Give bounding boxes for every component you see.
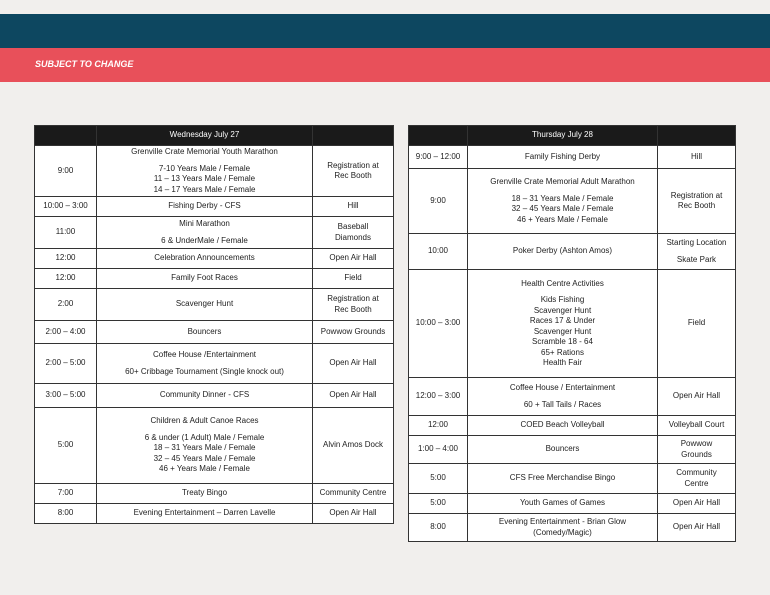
event-line: Health Fair [542,358,583,367]
table-row [35,289,394,321]
event-line: Children & Adult Canoe Races [150,416,259,426]
table-row [409,270,736,378]
location-line: Powwow [680,439,713,448]
location-line: Volleyball Court [668,420,725,430]
location-line: Open Air Hall [329,390,377,400]
event-line: Family Fishing Derby [524,151,601,161]
location-line: Open Air Hall [672,522,721,532]
event-line: 32 – 45 Years Male / Female [511,204,614,213]
event-line: 11 – 13 Years Male / Female [153,174,256,183]
event-line: 6 & UnderMale / Female [161,235,248,245]
event-line: Scavenger Hunt [533,305,592,315]
event-cell [97,289,313,321]
time-cell: 9:00 – 12:00 [409,146,468,169]
event-line: 32 – 45 Years Male / Female [153,453,256,463]
event-line: Bouncers [187,326,222,336]
table-row [35,146,394,197]
location-cell [658,169,736,234]
event-line: Celebration Announcements [154,253,255,263]
table-row [409,494,736,514]
location-cell [658,146,736,169]
table-row [409,416,736,436]
event-line: Coffee House / Entertainment [509,383,616,392]
time-cell: 10:00 [409,234,468,270]
event-line: Evening Entertainment – Darren Lavelle [133,508,276,518]
event-line: Evening Entertainment - Brian Glow [498,517,627,526]
location-cell [313,269,394,289]
table-row [35,197,394,217]
top-banner-bar [0,14,770,48]
event-cell [97,384,313,408]
header-location [658,126,736,146]
table-row [409,169,736,234]
event-line: 60+ Cribbage Tournament (Single knock out) [125,366,284,376]
location-cell [658,494,736,514]
location-line: Rec Booth [677,201,716,210]
location-cell [313,408,394,484]
location-cell [658,436,736,464]
event-line: 14 – 17 Years Male / Female [153,184,256,194]
header-day: Wednesday July 27 [97,126,313,146]
event-cell [97,197,313,217]
event-cell [468,169,658,234]
table-row [409,146,736,169]
location-cell [313,344,394,384]
notice-banner [0,48,770,82]
table-row [35,408,394,484]
location-cell [313,384,394,408]
location-cell [313,504,394,524]
event-line: Kids Fishing [540,295,585,304]
time-cell: 1:00 – 4:00 [409,436,468,464]
table-row [35,484,394,504]
event-line: Fishing Derby - CFS [168,201,241,211]
event-line: Grenville Crate Memorial Adult Marathon [490,177,635,186]
thursday-rows [409,146,736,542]
location-line: Grounds [681,449,712,459]
time-cell: 2:00 [35,289,97,321]
event-line: 46 + Years Male / Female [517,214,608,224]
location-cell [658,416,736,436]
location-line: Field [344,273,362,283]
event-cell [97,344,313,384]
time-cell: 5:00 [35,408,97,484]
table-row [409,378,736,416]
table-row [35,217,394,249]
location-line: Open Air Hall [672,391,721,401]
event-line: Treaty Bingo [181,488,228,498]
event-line: Grenville Crate Memorial Youth Marathon [131,147,278,156]
event-line: 6 & under (1 Adult) Male / Female [144,432,265,442]
event-line: Scavenger Hunt [533,326,592,336]
location-cell [658,464,736,494]
location-cell [658,270,736,378]
location-line: Community Centre [319,488,387,498]
location-cell [313,217,394,249]
event-line: 46 + Years Male / Female [159,464,250,474]
header-location [313,126,394,146]
event-cell [97,321,313,344]
location-cell [313,484,394,504]
subject-to-change-label: SUBJECT TO CHANGE [35,59,134,69]
event-cell [468,514,658,542]
event-cell [468,494,658,514]
header-day: Thursday July 28 [468,126,658,146]
time-cell: 10:00 – 3:00 [409,270,468,378]
time-cell: 8:00 [409,514,468,542]
wednesday-schedule-table [34,125,394,524]
location-line: Centre [684,478,709,488]
event-line: 18 – 31 Years Male / Female [511,193,614,203]
time-cell: 5:00 [409,464,468,494]
time-cell: 10:00 – 3:00 [35,197,97,217]
location-line: Field [687,318,706,328]
event-cell [468,436,658,464]
time-cell: 2:00 – 4:00 [35,321,97,344]
location-line: Community [676,468,717,477]
table-row [35,344,394,384]
table-row [409,464,736,494]
location-cell [313,197,394,217]
event-line: COED Beach Volleyball [520,420,605,430]
event-line: 18 – 31 Years Male / Female [153,443,256,453]
location-cell [658,234,736,270]
location-line: Starting Location [666,238,727,247]
table-header-row [35,126,394,146]
event-cell [97,504,313,524]
location-line: Skate Park [676,254,717,264]
location-line: Rec Booth [334,304,372,314]
event-cell [97,249,313,269]
event-cell [468,378,658,416]
event-line: Races 17 & Under [529,316,596,325]
location-line: Alvin Amos Dock [322,440,384,450]
location-cell [658,514,736,542]
header-time [409,126,468,146]
location-line: Open Air Hall [329,358,377,368]
event-line: 7-10 Years Male / Female [158,163,251,173]
time-cell: 2:00 – 5:00 [35,344,97,384]
location-line: Rec Booth [334,171,372,180]
event-cell [97,146,313,197]
time-cell: 12:00 – 3:00 [409,378,468,416]
thursday-schedule-table [408,125,736,542]
event-cell [468,464,658,494]
location-line: Diamonds [334,232,371,242]
event-cell [97,217,313,249]
location-line: Powwow Grounds [320,326,386,336]
location-line: Open Air Hall [329,253,377,263]
location-cell [658,378,736,416]
event-cell [97,408,313,484]
event-line: Health Centre Activities [521,278,604,288]
event-line: Youth Games of Games [519,498,606,508]
table-row [35,269,394,289]
time-cell: 12:00 [409,416,468,436]
event-line: 65+ Rations [541,347,584,357]
event-line: Community Dinner - CFS [159,390,250,400]
location-cell [313,289,394,321]
event-line: Family Foot Races [171,273,238,283]
event-line: Mini Marathon [179,219,230,228]
time-cell: 12:00 [35,249,97,269]
time-cell: 8:00 [35,504,97,524]
location-line: Hill [347,201,359,211]
location-line: Registration at [670,190,723,200]
location-cell [313,249,394,269]
event-line: Coffee House /Entertainment [152,350,257,359]
event-line: Bouncers [545,444,580,454]
event-cell [97,269,313,289]
table-row [35,504,394,524]
event-line: 60 + Tall Tails / Races [523,399,602,409]
table-row [409,436,736,464]
table-row [409,514,736,542]
time-cell: 7:00 [35,484,97,504]
time-cell: 9:00 [35,146,97,197]
location-line: Baseball [337,222,369,231]
table-row [35,321,394,344]
location-line: Open Air Hall [329,508,377,518]
location-cell [313,146,394,197]
event-line: (Comedy/Magic) [533,527,592,537]
event-line: CFS Free Merchandise Bingo [509,473,616,483]
time-cell: 3:00 – 5:00 [35,384,97,408]
event-cell [97,484,313,504]
location-line: Open Air Hall [672,498,721,508]
table-row [35,384,394,408]
location-cell [313,321,394,344]
event-line: Poker Derby (Ashton Amos) [512,246,613,256]
event-line: Scavenger Hunt [175,299,234,309]
wednesday-rows [35,146,394,524]
header-time [35,126,97,146]
event-cell [468,234,658,270]
table-row [409,234,736,270]
event-cell [468,416,658,436]
time-cell: 12:00 [35,269,97,289]
location-line: Registration at [327,160,379,170]
event-cell [468,146,658,169]
location-line: Registration at [327,294,379,303]
table-row [35,249,394,269]
time-cell: 5:00 [409,494,468,514]
event-cell [468,270,658,378]
time-cell: 9:00 [409,169,468,234]
event-line: Scramble 18 - 64 [532,337,593,346]
location-line: Hill [690,151,703,161]
time-cell: 11:00 [35,217,97,249]
table-header-row [409,126,736,146]
